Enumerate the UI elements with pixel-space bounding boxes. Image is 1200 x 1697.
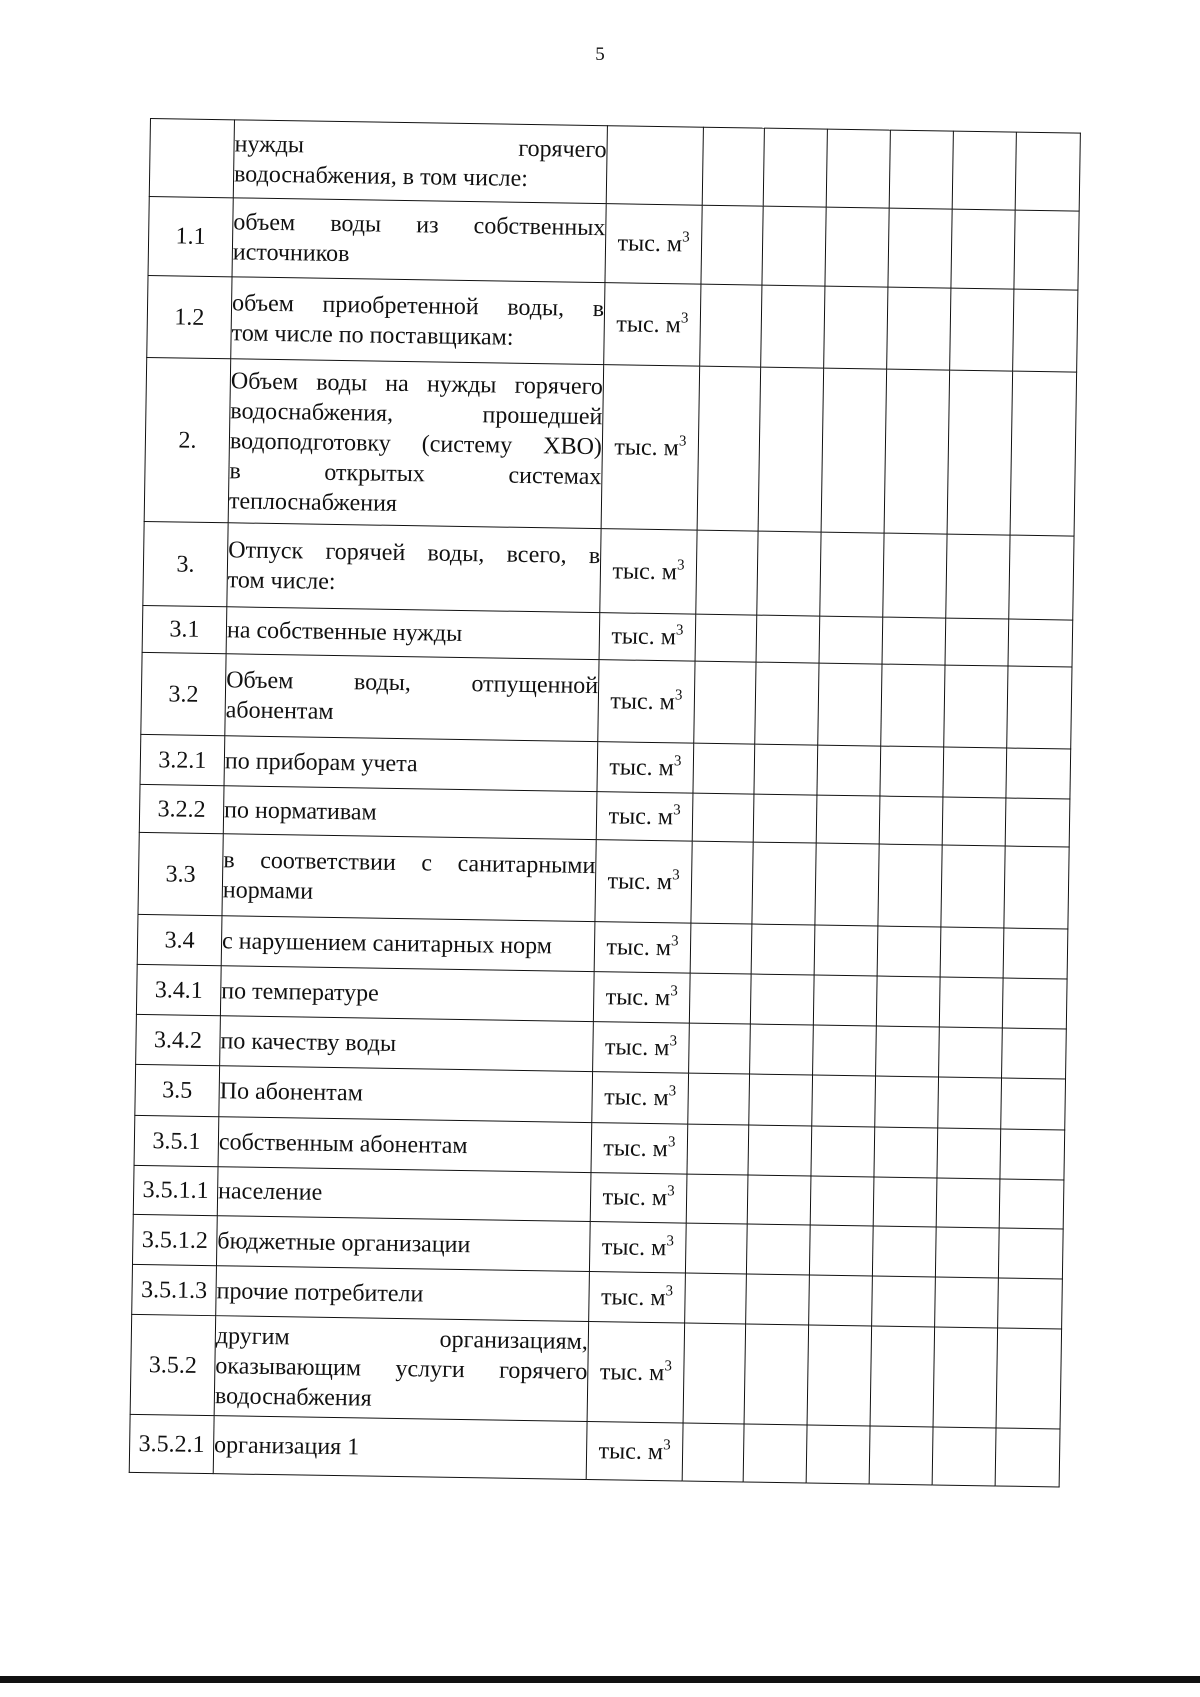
unit-superscript: 3 xyxy=(673,752,682,769)
unit-superscript: 3 xyxy=(665,1282,674,1299)
unit-superscript: 3 xyxy=(667,1133,676,1150)
unit-text: тыс. м xyxy=(606,933,672,961)
value-cell-empty xyxy=(1013,289,1078,372)
row-unit xyxy=(595,840,692,923)
value-cell-empty xyxy=(999,1179,1064,1229)
row-description xyxy=(223,786,597,840)
description-line: население xyxy=(217,1178,323,1206)
value-cell-empty xyxy=(944,665,1008,748)
value-cell-empty xyxy=(825,207,889,287)
description-line: нужды горячего xyxy=(234,130,607,163)
row-description xyxy=(228,359,604,529)
value-cell-empty xyxy=(878,844,942,927)
description-line: По абонентам xyxy=(219,1078,364,1107)
description-line: Объем воды на нужды горячего xyxy=(230,367,604,400)
description-line: абонентам xyxy=(225,696,334,725)
value-cell-empty xyxy=(746,1224,810,1275)
value-cell-empty xyxy=(881,664,945,747)
unit-text: тыс. м xyxy=(608,802,674,830)
description-line: водоподготовку (систему ХВО) xyxy=(229,427,603,460)
value-cell-empty xyxy=(746,1274,810,1325)
description-line: бюджетные организации xyxy=(217,1227,471,1258)
row-unit xyxy=(601,365,700,530)
value-cell-empty xyxy=(757,531,821,616)
description-line: собственным абонентам xyxy=(218,1128,468,1159)
value-cell-empty xyxy=(752,842,816,925)
unit-superscript: 3 xyxy=(666,1232,675,1249)
value-cell-empty xyxy=(950,288,1014,371)
row-number: 3.3 xyxy=(138,832,223,915)
description-line: на собственные нужды xyxy=(226,617,463,647)
value-cell-empty xyxy=(754,744,818,795)
value-cell-empty xyxy=(750,974,814,1025)
table-row xyxy=(130,1314,1061,1429)
value-cell-empty xyxy=(750,1024,814,1075)
value-cell-empty xyxy=(998,1278,1063,1329)
row-number: 3.2.1 xyxy=(140,734,225,785)
description-line: источников xyxy=(232,239,350,268)
unit-text: тыс. м xyxy=(607,867,673,895)
row-unit xyxy=(593,1022,690,1074)
value-cell-empty xyxy=(700,284,762,367)
value-cell-empty xyxy=(817,745,881,796)
row-number: 3.1 xyxy=(142,605,227,653)
unit-superscript: 3 xyxy=(667,1183,675,1200)
value-cell-empty xyxy=(697,366,761,531)
row-unit xyxy=(596,792,693,842)
description-line: объем воды из собственных xyxy=(233,209,606,242)
unit-superscript: 3 xyxy=(674,686,683,703)
row-unit xyxy=(592,1072,689,1125)
value-cell-empty xyxy=(761,285,825,368)
description-line: прочие потребители xyxy=(216,1277,424,1307)
value-cell-empty xyxy=(755,662,819,745)
value-cell-empty xyxy=(870,1326,935,1427)
description-line: по приборам учета xyxy=(224,747,418,777)
value-cell-empty xyxy=(1006,748,1071,799)
unit-superscript: 3 xyxy=(663,1436,671,1453)
description-line: другим организациям, xyxy=(215,1322,589,1355)
row-unit xyxy=(589,1222,686,1274)
value-cell-empty xyxy=(1008,619,1073,667)
row-description xyxy=(233,120,607,204)
value-cell-empty xyxy=(952,131,1016,210)
value-cell-empty xyxy=(682,1423,744,1482)
row-description xyxy=(222,834,596,922)
value-cell-empty xyxy=(882,617,946,665)
row-number: 3.2 xyxy=(141,652,226,735)
value-cell-empty xyxy=(877,926,941,977)
value-cell-empty xyxy=(951,209,1015,289)
unit-superscript: 3 xyxy=(668,1083,677,1100)
unit-superscript: 3 xyxy=(670,982,678,999)
value-cell-empty xyxy=(811,1126,875,1177)
value-cell-empty xyxy=(935,1227,999,1278)
unit-superscript: 3 xyxy=(682,229,690,246)
value-cell-empty xyxy=(692,793,754,842)
description-line: в открытых системах xyxy=(229,457,602,490)
value-cell-empty xyxy=(1007,666,1072,749)
value-cell-empty xyxy=(814,925,878,976)
description-line: водоснабжения, прошедшей xyxy=(230,397,603,430)
value-cell-empty xyxy=(1005,798,1070,847)
value-cell-empty xyxy=(763,128,827,207)
value-cell-empty xyxy=(883,533,947,618)
indicator-table xyxy=(129,118,1081,1487)
unit-text: тыс. м xyxy=(610,687,676,715)
unit-text: тыс. м xyxy=(617,230,683,258)
unit-text: тыс. м xyxy=(605,983,671,1011)
value-cell-empty xyxy=(687,1124,749,1175)
description-line: по нормативам xyxy=(223,796,377,826)
value-cell-empty xyxy=(813,975,877,1026)
value-cell-empty xyxy=(818,663,882,746)
value-cell-empty xyxy=(685,1273,747,1324)
unit-text: тыс. м xyxy=(600,1283,666,1311)
value-cell-empty xyxy=(685,1223,747,1274)
value-cell-empty xyxy=(946,534,1010,619)
row-number: 3.5.1 xyxy=(134,1115,219,1166)
value-cell-empty xyxy=(820,532,884,617)
unit-superscript: 3 xyxy=(672,866,680,883)
value-cell-empty xyxy=(947,370,1013,535)
value-cell-empty xyxy=(887,287,951,370)
row-unit xyxy=(586,1422,683,1482)
value-cell-empty xyxy=(880,746,944,797)
row-description xyxy=(220,966,594,1022)
value-cell-empty xyxy=(696,530,758,615)
value-cell-empty xyxy=(815,843,879,926)
row-number: 2. xyxy=(144,357,231,522)
value-cell-empty xyxy=(1003,928,1068,979)
value-cell-empty xyxy=(747,1175,811,1225)
row-description xyxy=(221,916,595,972)
unit-superscript: 3 xyxy=(676,556,685,573)
description-line: по качеству воды xyxy=(220,1027,397,1057)
row-description xyxy=(225,654,599,742)
unit-superscript: 3 xyxy=(673,801,681,818)
value-cell-empty xyxy=(1014,210,1079,290)
value-cell-empty xyxy=(809,1225,873,1276)
row-unit xyxy=(600,529,697,614)
value-cell-empty xyxy=(689,973,751,1024)
value-cell-empty xyxy=(873,1177,937,1227)
page-number: 5 xyxy=(595,44,605,65)
row-number: 3.4.2 xyxy=(136,1014,221,1065)
value-cell-empty xyxy=(889,130,953,209)
row-description xyxy=(226,607,600,660)
value-cell-empty xyxy=(753,794,817,843)
scan-bottom-edge xyxy=(0,1676,1200,1683)
value-cell-empty xyxy=(688,1073,750,1125)
value-cell-empty xyxy=(819,616,883,664)
description-line: в соответствии с санитарными xyxy=(223,846,596,879)
unit-superscript: 3 xyxy=(678,432,687,449)
value-cell-empty xyxy=(945,618,1009,666)
value-cell-empty xyxy=(936,1178,1000,1228)
unit-superscript: 3 xyxy=(670,932,679,949)
value-cell-empty xyxy=(743,1424,807,1483)
row-number: 3.5.2.1 xyxy=(129,1414,214,1473)
value-cell-empty xyxy=(938,1077,1002,1129)
row-unit xyxy=(598,660,695,743)
value-cell-empty xyxy=(756,615,820,663)
value-cell-empty xyxy=(1015,132,1080,211)
description-line: по температуре xyxy=(221,977,380,1007)
description-line: том числе по поставщикам: xyxy=(231,319,514,351)
unit-superscript: 3 xyxy=(675,622,684,639)
value-cell-empty xyxy=(942,797,1006,846)
value-cell-empty xyxy=(807,1325,872,1426)
description-line: том числе: xyxy=(227,566,336,595)
value-cell-empty xyxy=(939,1027,1003,1078)
description-line: Отпуск горячей воды, всего, в xyxy=(228,536,601,569)
unit-text: тыс. м xyxy=(604,1033,670,1061)
value-cell-empty xyxy=(1001,1078,1066,1130)
value-cell-empty xyxy=(821,368,887,533)
row-description xyxy=(224,736,598,792)
row-unit xyxy=(594,922,691,974)
unit-superscript: 3 xyxy=(669,1032,678,1049)
value-cell-empty xyxy=(1010,371,1077,536)
value-cell-empty xyxy=(693,743,755,794)
row-number: 3.5.1.2 xyxy=(132,1214,217,1265)
row-unit xyxy=(589,1272,686,1324)
table-row xyxy=(143,521,1074,620)
unit-text: тыс. м xyxy=(603,1134,669,1162)
value-cell-empty xyxy=(1004,846,1069,929)
row-description xyxy=(232,198,606,283)
row-number: 3.5 xyxy=(135,1064,220,1116)
row-description xyxy=(219,1066,593,1123)
row-number: 3.5.1.1 xyxy=(133,1165,218,1215)
row-number: 1.2 xyxy=(147,275,232,358)
description-line: водоснабжения xyxy=(214,1382,372,1412)
value-cell-empty xyxy=(701,205,763,285)
value-cell-empty xyxy=(683,1323,746,1424)
description-line: водоснабжения, в том числе: xyxy=(233,160,529,192)
value-cell-empty xyxy=(1000,1129,1065,1180)
table-row xyxy=(144,357,1076,536)
value-cell-empty xyxy=(694,661,756,744)
row-description xyxy=(220,1016,594,1072)
value-cell-empty xyxy=(995,1428,1060,1487)
value-cell-empty xyxy=(762,206,826,286)
value-cell-empty xyxy=(876,1026,940,1077)
row-description xyxy=(227,523,601,613)
value-cell-empty xyxy=(941,845,1005,928)
row-unit xyxy=(593,972,690,1024)
value-cell-empty xyxy=(939,977,1003,1028)
value-cell-empty xyxy=(686,1174,748,1224)
row-number: 3.4 xyxy=(137,914,222,965)
row-unit xyxy=(604,283,701,366)
unit-text: тыс. м xyxy=(609,753,675,781)
row-number: 1.1 xyxy=(148,196,233,276)
value-cell-empty xyxy=(872,1276,936,1327)
value-cell-empty xyxy=(1002,1028,1067,1079)
table-row xyxy=(147,275,1078,372)
value-cell-empty xyxy=(875,1076,939,1128)
description-line: с нарушением санитарных норм xyxy=(221,927,553,959)
row-description xyxy=(231,277,605,365)
row-unit xyxy=(605,204,702,284)
unit-text: тыс. м xyxy=(611,623,677,651)
table-row xyxy=(141,652,1072,749)
row-unit xyxy=(606,126,703,205)
row-unit xyxy=(590,1173,687,1224)
row-number xyxy=(149,119,234,198)
value-cell-empty xyxy=(826,129,890,208)
table-row xyxy=(149,119,1080,212)
row-unit xyxy=(587,1322,685,1423)
row-unit xyxy=(591,1123,688,1175)
value-cell-empty xyxy=(806,1425,870,1484)
value-cell-empty xyxy=(884,369,950,534)
value-cell-empty xyxy=(695,614,757,662)
row-unit xyxy=(597,742,694,794)
description-line: нормами xyxy=(222,876,314,905)
value-cell-empty xyxy=(869,1426,933,1485)
value-cell-empty xyxy=(690,923,752,974)
row-description xyxy=(216,1216,590,1272)
value-cell-empty xyxy=(691,841,753,924)
value-cell-empty xyxy=(702,127,764,206)
unit-text: тыс. м xyxy=(612,557,678,585)
row-unit xyxy=(599,613,696,662)
value-cell-empty xyxy=(813,1025,877,1076)
unit-text: тыс. м xyxy=(614,433,680,461)
value-cell-empty xyxy=(943,747,1007,798)
row-number: 3.4.1 xyxy=(136,964,221,1015)
value-cell-empty xyxy=(809,1275,873,1326)
value-cell-empty xyxy=(689,1023,751,1074)
row-description xyxy=(218,1117,592,1173)
description-line: объем приобретенной воды, в xyxy=(231,289,605,322)
value-cell-empty xyxy=(996,1328,1062,1429)
value-cell-empty xyxy=(744,1324,809,1425)
row-number: 3.5.1.3 xyxy=(132,1264,217,1315)
table-row xyxy=(138,832,1069,929)
value-cell-empty xyxy=(816,795,880,844)
value-cell-empty xyxy=(748,1125,812,1176)
value-cell-empty xyxy=(1009,535,1074,620)
table-row xyxy=(148,196,1079,290)
row-number: 3. xyxy=(143,521,228,606)
value-cell-empty xyxy=(940,927,1004,978)
value-cell-empty xyxy=(824,286,888,369)
table-body xyxy=(129,119,1080,1487)
unit-superscript: 3 xyxy=(664,1357,673,1374)
description-line: оказывающим услуги горячего xyxy=(215,1352,588,1385)
value-cell-empty xyxy=(935,1277,999,1328)
row-description xyxy=(214,1316,589,1422)
value-cell-empty xyxy=(937,1128,1001,1179)
value-cell-empty xyxy=(758,367,824,532)
value-cell-empty xyxy=(872,1226,936,1277)
value-cell-empty xyxy=(998,1228,1063,1279)
row-number: 3.2.2 xyxy=(139,784,224,833)
description-line: теплоснабжения xyxy=(228,487,398,517)
value-cell-empty xyxy=(874,1127,938,1178)
value-cell-empty xyxy=(1002,978,1067,1029)
unit-text: тыс. м xyxy=(601,1233,667,1261)
value-cell-empty xyxy=(812,1075,876,1127)
unit-superscript: 3 xyxy=(680,309,689,326)
unit-text: тыс. м xyxy=(599,1358,665,1386)
row-description xyxy=(213,1416,587,1480)
row-description xyxy=(217,1167,591,1222)
value-cell-empty xyxy=(933,1327,998,1428)
row-description xyxy=(216,1266,590,1322)
description-line: Объем воды, отпущенной xyxy=(225,666,599,699)
value-cell-empty xyxy=(888,208,952,288)
value-cell-empty xyxy=(810,1176,874,1226)
row-number: 3.5.2 xyxy=(130,1314,216,1415)
value-cell-empty xyxy=(932,1427,996,1486)
value-cell-empty xyxy=(876,976,940,1027)
unit-text: тыс. м xyxy=(598,1437,664,1465)
description-line: организация 1 xyxy=(213,1431,360,1460)
value-cell-empty xyxy=(751,924,815,975)
unit-text: тыс. м xyxy=(602,1184,668,1212)
value-cell-empty xyxy=(879,796,943,845)
unit-text: тыс. м xyxy=(616,310,681,338)
value-cell-empty xyxy=(749,1074,813,1126)
unit-text: тыс. м xyxy=(603,1084,669,1112)
